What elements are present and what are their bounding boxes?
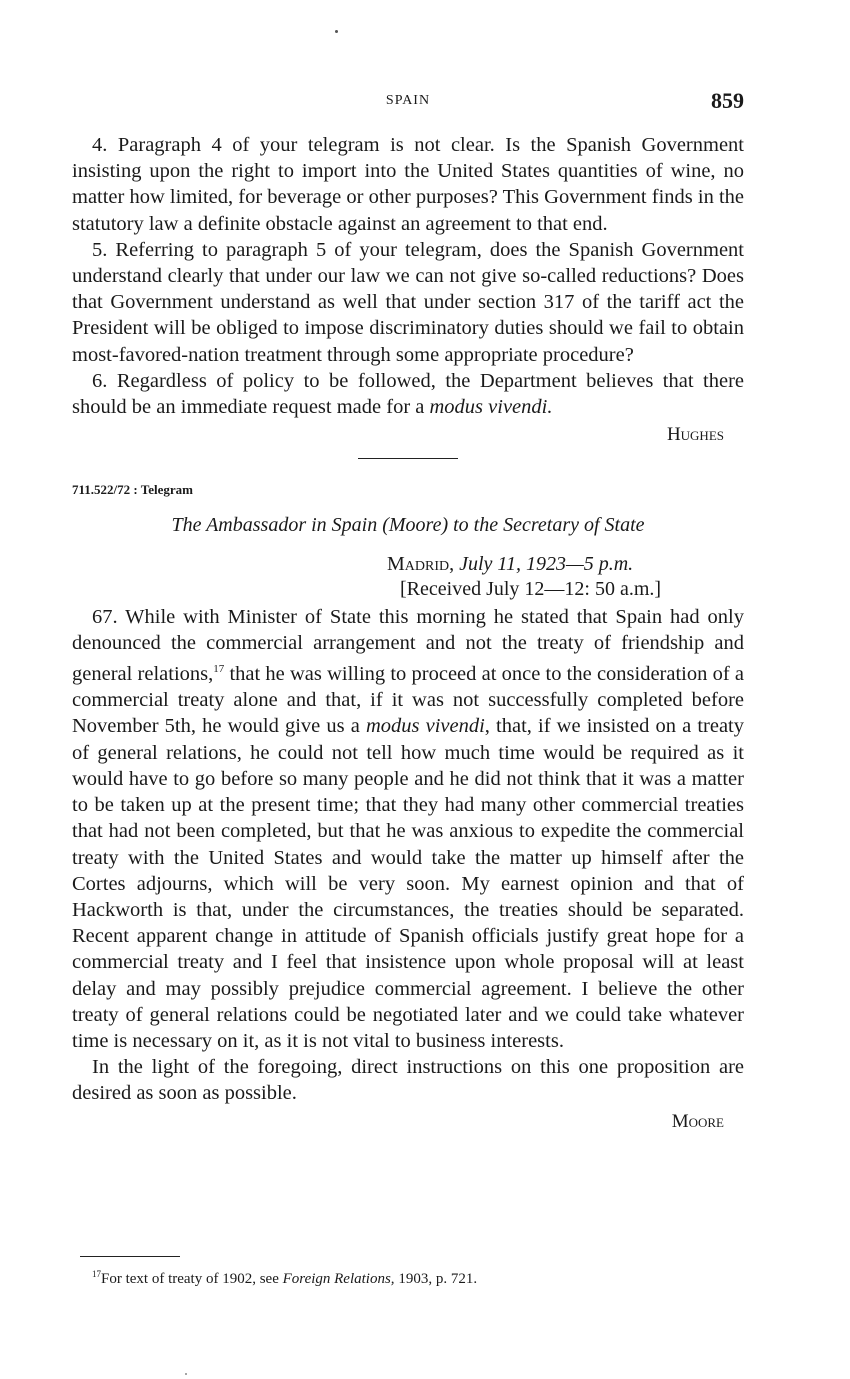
dateline-date: July 11, 1923—5 p.m. <box>459 552 634 575</box>
paragraph-67-part1: 67. While with Minister of State this morning he stated that Spain had only denounced the commercial arrangement and not the treaty of friendship and general relations, <box>72 605 744 686</box>
section-divider <box>358 458 458 459</box>
page-number: 859 <box>711 88 744 113</box>
page-header <box>72 88 744 118</box>
document-title: The Ambassador in Spain (Moore) to the Secretary of State <box>171 513 645 536</box>
footnote-text-2: 1903, p. 721. <box>394 1271 478 1287</box>
paragraph-closing: In the light of the foregoing, direct instructions on this one proposition are desired as soon as possible. <box>72 1056 744 1105</box>
modus-vivendi-italic: modus vivendi. <box>429 396 553 419</box>
signature-hughes: Hughes <box>666 424 724 446</box>
paragraph-67 <box>72 604 744 1054</box>
dateline <box>387 552 744 577</box>
footnote-reference: 17 <box>213 663 225 676</box>
stray-mark <box>335 30 338 33</box>
modus-vivendi-italic-2: modus vivendi <box>365 715 485 738</box>
footnote-text-1: For text of treaty of 1902, see <box>101 1271 283 1287</box>
running-head: SPAIN <box>385 93 431 108</box>
stray-mark-bottom <box>185 1373 187 1375</box>
paragraph-6 <box>72 368 744 420</box>
paragraph-4: 4. Paragraph 4 of your telegram is not clear. Is the Spanish Government insisting upon the right to import into the United States quantities of wine, no matter how limited, for beverage or other purposes? This Government finds in the statutory law a definite obstacle against an agreement to that end. <box>72 134 744 235</box>
received-line: [Received July 12—12: 50 a.m.] <box>400 577 662 600</box>
dateline-place: Madrid, <box>387 552 455 575</box>
footnote-rule <box>80 1256 180 1257</box>
paragraph-67-part3: , that, if we insisted on a treaty of general relations, he could not tell how much time would be required as it would have to go before so many people and he did not think that it was a matter to be taken up at the present time; that they had many other commercial treaties that had not been completed, but that he was anxious to expedite the commercial treaty with the United States and would take the matter up himself after the Cortes adjourns, which will be very soon. My earnest opinion and that of Hackworth is that, under the circumstances, the treaties should be separated. Recent apparent change in attitude of Spanish officials justify great hope for a commercial treaty and I feel that insistence upon whole proposal will at least delay and may possibly prejudice commercial agreement. I believe the other treaty of general relations could be negotiated later and we could take whatever time is necessary on it, as it is not vital to business interests. <box>72 715 744 1052</box>
footnote <box>92 1269 477 1288</box>
paragraph-5: 5. Referring to paragraph 5 of your telegram, does the Spanish Government understand clearly that under our law we can not give so-called reductions? Does that Government understand as well that under section 317 of the tariff act the President will be obliged to impose discriminatory duties should we fail to obtain most-favored-nation treatment through some appropriate procedure? <box>72 238 744 366</box>
footnote-mark: 17 <box>92 1269 101 1279</box>
document-reference: 711.522/72 : Telegram <box>72 482 193 498</box>
paragraph-6-text: 6. Regardless of policy to be followed, the Department believes that there should be an immediate request made for a <box>72 369 744 419</box>
footnote-italic: Foreign Relations, <box>282 1271 395 1287</box>
signature-moore: Moore <box>671 1110 724 1132</box>
paragraph-67-part2: that he was willing to proceed at once to the consideration of a commercial treaty alone and that, if it was not successfully completed before November 5th, he would give us a <box>72 663 744 738</box>
document-body <box>72 132 744 1135</box>
